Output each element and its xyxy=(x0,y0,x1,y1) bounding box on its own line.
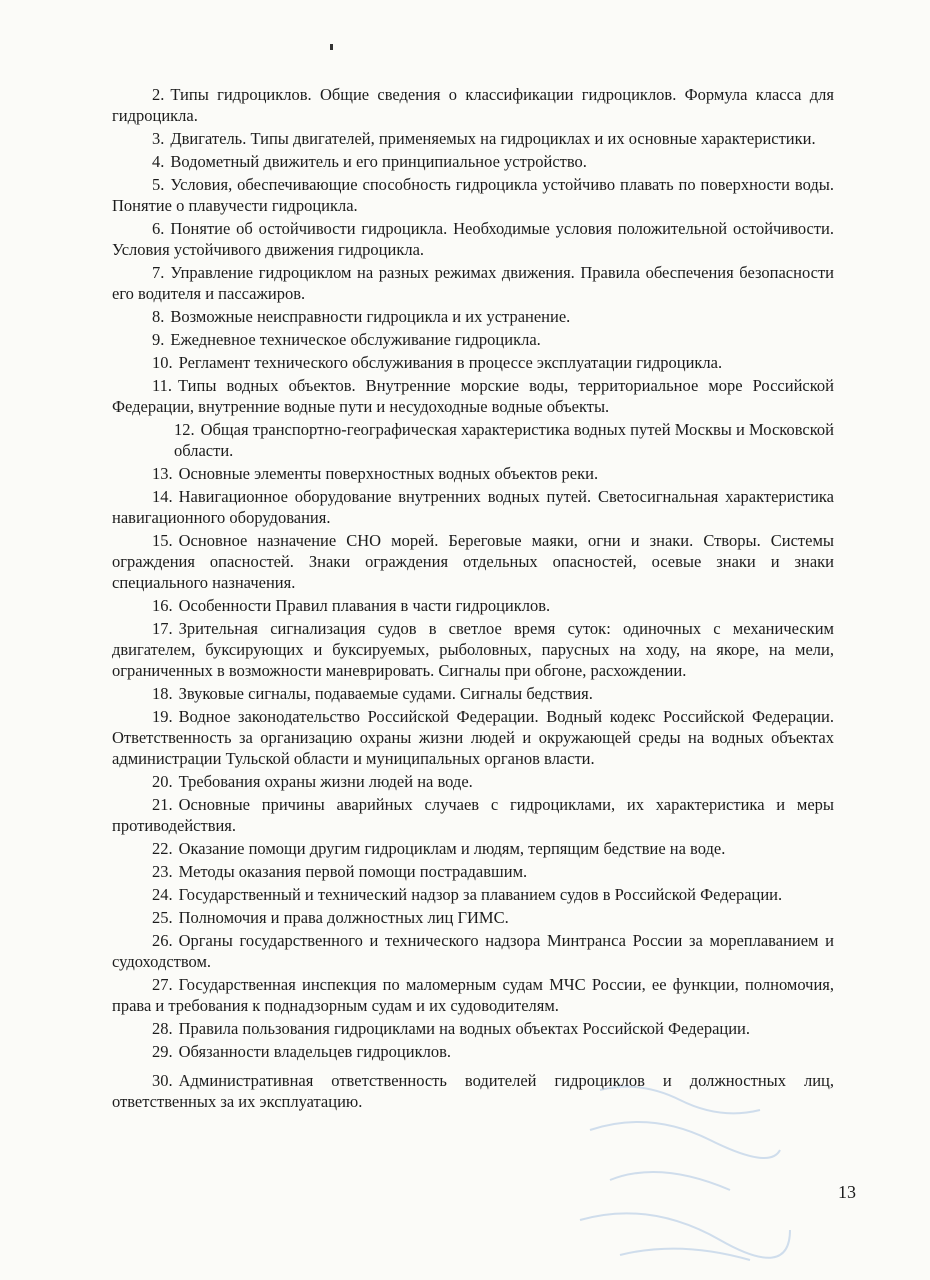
list-item: 30. Административная ответственность водителей гидроциклов и должностных лиц, ответственных за их эксплуатацию. xyxy=(112,1071,834,1111)
list-item: 22. Оказание помощи другим гидроциклам и людям, терпящим бедствие на воде. xyxy=(152,839,726,858)
list-item: 5. Условия, обеспечивающие способность гидроцикла устойчиво плавать по поверхности воды. Понятие о плавучести гидроцикла. xyxy=(112,175,834,215)
list-item: 17. Зрительная сигнализация судов в светлое время суток: одиночных с механическим двигателем, буксирующих и буксируемых, рыболовных, парусных на ходу, на якоре, на мели, ограниченных в возможности маневрировать. Сигналы при обгоне, расхождении. xyxy=(112,619,834,680)
list-item: 23. Методы оказания первой помощи пострадавшим. xyxy=(152,862,528,881)
list-item: 21. Основные причины аварийных случаев с гидроциклами, их характеристика и меры противодействия. xyxy=(112,795,834,835)
list-item: 19. Водное законодательство Российской Федерации. Водный кодекс Российской Федерации. Ответственность за организацию охраны жизни людей и окружающей среды на водных объектах администрации Тульской области и муниципальных органов власти. xyxy=(112,707,834,768)
list-item: 24. Государственный и технический надзор за плаванием судов в Российской Федерации. xyxy=(152,885,783,904)
list-item: 29. Обязанности владельцев гидроциклов. xyxy=(152,1042,452,1061)
stamp-smudge xyxy=(560,1070,800,1270)
list-item: 3. Двигатель. Типы двигателей, применяемых на гидроциклах и их основные характеристики. xyxy=(152,129,816,148)
list-item: 8. Возможные неисправности гидроцикла и их устранение. xyxy=(152,307,571,326)
page-number: 13 xyxy=(838,1182,856,1202)
list-item: 25. Полномочия и права должностных лиц ГИМС. xyxy=(152,908,509,927)
question-list xyxy=(112,84,834,1114)
list-item: 11. Типы водных объектов. Внутренние морские воды, территориальное море Российской Федерации, внутренние водные пути и несудоходные водные объекты. xyxy=(112,376,834,416)
list-item: 10. Регламент технического обслуживания в процессе эксплуатации гидроцикла. xyxy=(152,353,723,372)
list-item: 20. Требования охраны жизни людей на воде. xyxy=(152,772,473,791)
list-item: 9. Ежедневное техническое обслуживание гидроцикла. xyxy=(152,330,541,349)
list-item: 28. Правила пользования гидроциклами на водных объектах Российской Федерации. xyxy=(152,1019,751,1038)
list-item: 16. Особенности Правил плавания в части гидроциклов. xyxy=(152,596,551,615)
list-item: 14. Навигационное оборудование внутренних водных путей. Светосигнальная характеристика навигационного оборудования. xyxy=(112,487,834,527)
list-item: 26. Органы государственного и технического надзора Минтранса России за мореплаванием и судоходством. xyxy=(112,931,834,971)
list-item: 18. Звуковые сигналы, подаваемые судами. Сигналы бедствия. xyxy=(152,684,593,703)
list-item: 13. Основные элементы поверхностных водных объектов реки. xyxy=(152,464,599,483)
list-item: 2. Типы гидроциклов. Общие сведения о классификации гидроциклов. Формула класса для гидроцикла. xyxy=(112,85,834,125)
list-item: 7. Управление гидроциклом на разных режимах движения. Правила обеспечения безопасности его водителя и пассажиров. xyxy=(112,263,834,303)
scan-speck xyxy=(330,44,333,50)
list-item: 6. Понятие об остойчивости гидроцикла. Необходимые условия положительной остойчивости. Условия устойчивого движения гидроцикла. xyxy=(112,219,834,259)
list-item: 4. Водометный движитель и его принципиальное устройство. xyxy=(152,152,587,171)
list-item: 27. Государственная инспекция по маломерным судам МЧС России, ее функции, полномочия, права и требования к поднадзорным судам и их судоводителям. xyxy=(112,975,834,1015)
list-item: 12. Общая транспортно-географическая характеристика водных путей Москвы и Московской области. xyxy=(174,420,834,460)
list-item: 15. Основное назначение СНО морей. Береговые маяки, огни и знаки. Створы. Системы ограждения опасностей. Знаки ограждения отдельных опасностей, осевые знаки и знаки специального назначения. xyxy=(112,531,834,592)
